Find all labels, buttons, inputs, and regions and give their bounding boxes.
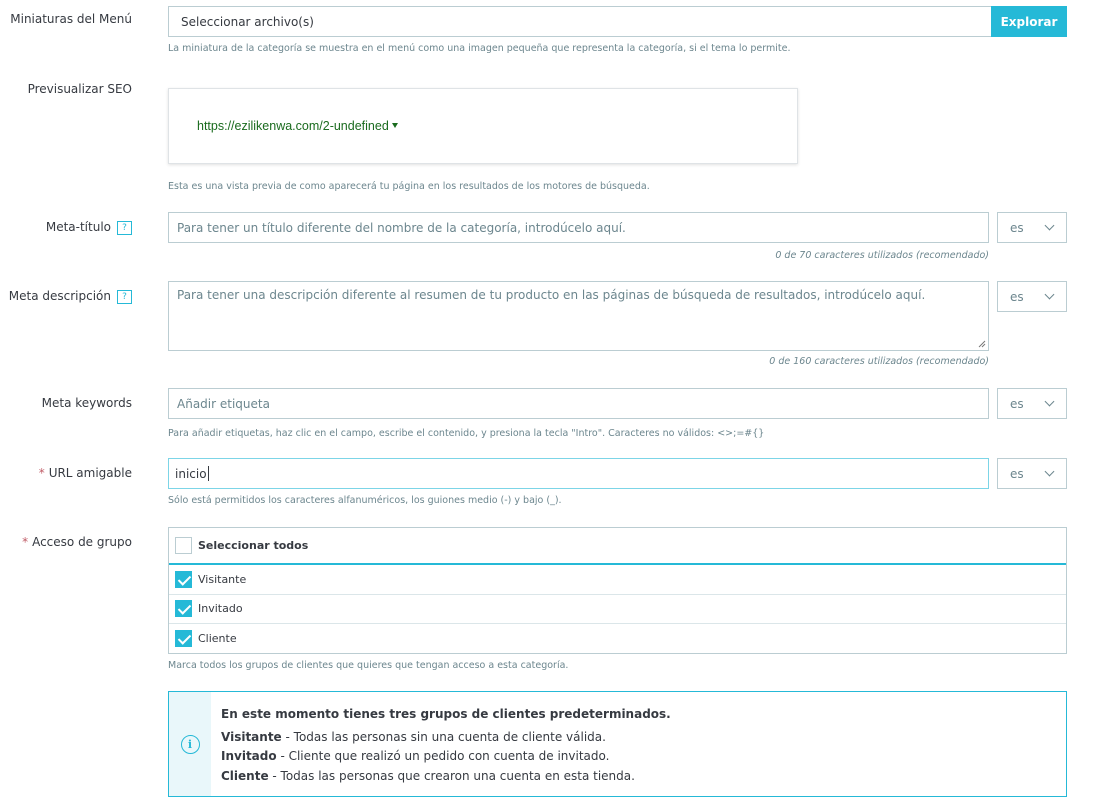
chevron-down-icon: [1045, 221, 1055, 231]
lang-value: es: [1010, 466, 1024, 481]
text-cursor: [208, 466, 209, 481]
meta-keywords-input[interactable]: [168, 388, 989, 419]
group-row-cliente: [169, 624, 1066, 654]
meta-title-label-text: Meta-título: [45, 220, 111, 234]
info-title: En este momento tienes tres grupos de clientes predeterminados.: [221, 707, 671, 721]
chevron-down-icon: [1045, 397, 1055, 407]
info-desc: - Todas las personas sin una cuenta de cliente válida.: [281, 729, 606, 744]
chevron-down-icon: [1045, 467, 1055, 477]
group-name: Cliente: [198, 632, 237, 646]
friendly-url-input[interactable]: [168, 458, 989, 489]
seo-preview-help: Esta es una vista previa de como aparecerá tu página en los resultados de los motores de búsqueda.: [168, 181, 650, 192]
info-desc: - Todas las personas que crearon una cuenta en esta tienda.: [268, 768, 635, 783]
thumbnail-file-placeholder: Seleccionar archivo(s): [181, 14, 314, 29]
meta-keywords-label: Meta keywords: [41, 396, 132, 410]
required-mark: *: [22, 535, 29, 549]
lang-value: es: [1010, 220, 1024, 235]
friendly-url-value: inicio: [175, 466, 207, 481]
meta-description-lang-select[interactable]: [997, 281, 1067, 312]
friendly-url-help: Sólo está permitidos los caracteres alfanuméricos, los guiones medio (-) y bajo (_).: [168, 495, 562, 506]
meta-keywords-lang-select[interactable]: [997, 388, 1067, 419]
select-all-label: Seleccionar todos: [198, 539, 309, 552]
resize-handle-icon[interactable]: [978, 340, 986, 348]
required-mark: *: [38, 466, 45, 480]
meta-description-label-text: Meta descripción: [8, 289, 111, 303]
seo-preview-label: Previsualizar SEO: [27, 82, 132, 96]
group-row-visitante: [169, 565, 1066, 595]
info-alert: [168, 691, 1067, 797]
thumbnail-label: Miniaturas del Menú: [10, 12, 132, 26]
info-term: Cliente: [221, 768, 269, 783]
thumbnail-file-input[interactable]: [168, 6, 992, 37]
meta-description-placeholder: Para tener una descripción diferente al resumen de tu producto en las páginas de búsqueda de resultados, introdúcelo aquí.: [177, 288, 926, 302]
group-name: Visitante: [198, 572, 247, 586]
help-icon[interactable]: ?: [117, 290, 132, 304]
seo-preview-url: [197, 119, 398, 133]
invitado-checkbox[interactable]: [175, 600, 192, 617]
visitante-checkbox[interactable]: [175, 571, 192, 588]
meta-title-input[interactable]: [168, 212, 989, 243]
info-line: [221, 728, 671, 748]
help-icon[interactable]: ?: [117, 221, 132, 235]
meta-title-placeholder: Para tener un título diferente del nombre de la categoría, introdúcelo aquí.: [177, 220, 626, 235]
group-row-invitado: [169, 595, 1066, 625]
meta-keywords-placeholder: Añadir etiqueta: [177, 396, 270, 411]
seo-preview-box: [168, 88, 798, 164]
info-icon: i: [181, 735, 200, 754]
friendly-url-label-text: URL amigable: [48, 466, 132, 480]
info-term: Invitado: [221, 749, 277, 763]
caret-down-icon: [392, 123, 398, 128]
select-all-checkbox[interactable]: [175, 537, 192, 554]
info-term: Visitante: [221, 729, 282, 744]
friendly-url-label: [39, 466, 132, 480]
select-all-row: [169, 528, 1066, 565]
chevron-down-icon: [1045, 290, 1055, 300]
info-desc: - Cliente que realizó un pedido con cuenta de invitado.: [276, 749, 610, 763]
meta-title-label: [46, 220, 132, 235]
meta-title-lang-select[interactable]: [997, 212, 1067, 243]
info-icon-panel: [169, 692, 211, 796]
group-access-table: [168, 527, 1067, 654]
info-line: [221, 767, 671, 787]
info-content: [211, 692, 671, 796]
browse-button[interactable]: Explorar: [991, 6, 1067, 37]
group-access-help: Marca todos los grupos de clientes que quieres que tengan acceso a esta categoría.: [168, 660, 569, 671]
thumbnail-help: La miniatura de la categoría se muestra en el menú como una imagen pequeña que representa la categoría, si el tema lo permite.: [168, 43, 791, 54]
group-access-label: [22, 535, 132, 549]
friendly-url-lang-select[interactable]: [997, 458, 1067, 489]
meta-description-label: [9, 289, 132, 304]
meta-description-counter: 0 de 160 caracteres utilizados (recomendado): [769, 356, 989, 367]
info-line: [221, 747, 671, 767]
seo-url-text: https://ezilikenwa.com/2-undefined: [197, 119, 389, 133]
meta-keywords-help: Para añadir etiquetas, haz clic en el campo, escribe el contenido, y presiona la tecla "Intro". Caracteres no válidos: <>;=#{}: [168, 428, 765, 439]
meta-title-counter: 0 de 70 caracteres utilizados (recomendado): [775, 250, 989, 261]
cliente-checkbox[interactable]: [175, 630, 192, 647]
lang-value: es: [1010, 396, 1024, 411]
meta-description-textarea[interactable]: [168, 281, 989, 351]
group-name: Invitado: [198, 602, 243, 616]
group-access-label-text: Acceso de grupo: [32, 535, 132, 549]
lang-value: es: [1010, 289, 1024, 304]
